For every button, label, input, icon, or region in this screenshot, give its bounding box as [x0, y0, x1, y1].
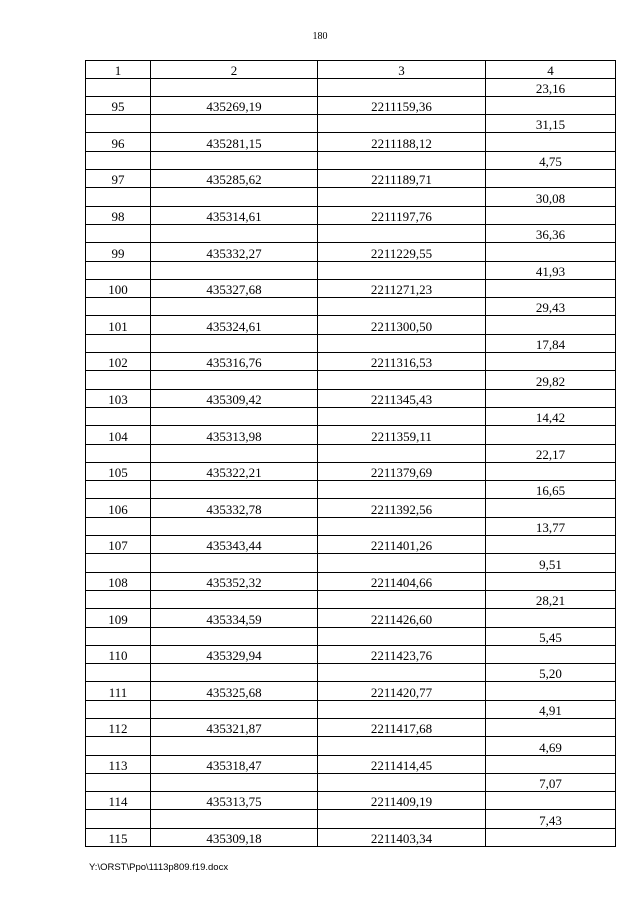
distance-row — [86, 115, 616, 133]
point-number-cell: 98 — [86, 206, 151, 224]
distance-row — [86, 737, 616, 755]
x-coordinate-cell: 435309,18 — [151, 828, 318, 846]
point-number-cell: 99 — [86, 243, 151, 261]
x-coordinate-cell: 435309,42 — [151, 389, 318, 407]
empty-cell — [486, 792, 616, 810]
distance-row — [86, 151, 616, 169]
table-row — [86, 792, 616, 810]
x-coordinate-cell: 435324,61 — [151, 316, 318, 334]
distance-cell: 16,65 — [486, 481, 616, 499]
point-number-cell: 101 — [86, 316, 151, 334]
point-number-cell: 113 — [86, 755, 151, 773]
distance-row — [86, 590, 616, 608]
distance-row — [86, 773, 616, 791]
empty-cell — [486, 353, 616, 371]
empty-cell — [486, 206, 616, 224]
table-row — [86, 462, 616, 480]
table-row — [86, 536, 616, 554]
x-coordinate-cell: 435313,98 — [151, 426, 318, 444]
distance-cell: 23,16 — [486, 78, 616, 96]
distance-cell: 29,82 — [486, 371, 616, 389]
point-number-cell: 97 — [86, 170, 151, 188]
y-coordinate-cell: 2211229,55 — [318, 243, 486, 261]
column-header-4: 4 — [486, 61, 616, 79]
point-number-cell: 104 — [86, 426, 151, 444]
y-coordinate-cell: 2211401,26 — [318, 536, 486, 554]
y-coordinate-cell: 2211379,69 — [318, 462, 486, 480]
point-number-cell: 103 — [86, 389, 151, 407]
x-coordinate-cell: 435281,15 — [151, 133, 318, 151]
table-row — [86, 133, 616, 151]
distance-cell: 9,51 — [486, 554, 616, 572]
table-row — [86, 353, 616, 371]
x-coordinate-cell: 435322,21 — [151, 462, 318, 480]
empty-cell — [486, 96, 616, 114]
empty-cell — [486, 609, 616, 627]
empty-cell — [486, 279, 616, 297]
point-number-cell: 105 — [86, 462, 151, 480]
distance-cell: 17,84 — [486, 334, 616, 352]
y-coordinate-cell: 2211188,12 — [318, 133, 486, 151]
x-coordinate-cell: 435316,76 — [151, 353, 318, 371]
x-coordinate-cell: 435313,75 — [151, 792, 318, 810]
point-number-cell: 112 — [86, 718, 151, 736]
table-row — [86, 499, 616, 517]
empty-cell — [486, 718, 616, 736]
distance-cell: 22,17 — [486, 444, 616, 462]
distance-cell: 7,43 — [486, 810, 616, 828]
table-row — [86, 279, 616, 297]
distance-cell: 5,20 — [486, 664, 616, 682]
y-coordinate-cell: 2211417,68 — [318, 718, 486, 736]
column-header-2: 2 — [151, 61, 318, 79]
x-coordinate-cell: 435352,32 — [151, 572, 318, 590]
x-coordinate-cell: 435343,44 — [151, 536, 318, 554]
distance-row — [86, 371, 616, 389]
empty-cell — [486, 170, 616, 188]
table-row — [86, 609, 616, 627]
y-coordinate-cell: 2211414,45 — [318, 755, 486, 773]
y-coordinate-cell: 2211420,77 — [318, 682, 486, 700]
point-number-cell: 108 — [86, 572, 151, 590]
table-row — [86, 682, 616, 700]
table-row — [86, 755, 616, 773]
point-number-cell: 111 — [86, 682, 151, 700]
empty-cell — [486, 828, 616, 846]
point-number-cell: 107 — [86, 536, 151, 554]
y-coordinate-cell: 2211359,11 — [318, 426, 486, 444]
table-row — [86, 718, 616, 736]
distance-row — [86, 810, 616, 828]
distance-row — [86, 334, 616, 352]
table-row — [86, 389, 616, 407]
distance-cell: 36,36 — [486, 224, 616, 242]
table-body — [86, 78, 616, 846]
distance-cell: 13,77 — [486, 517, 616, 535]
distance-row — [86, 224, 616, 242]
x-coordinate-cell: 435285,62 — [151, 170, 318, 188]
distance-row — [86, 517, 616, 535]
x-coordinate-cell: 435314,61 — [151, 206, 318, 224]
y-coordinate-cell: 2211403,34 — [318, 828, 486, 846]
distance-cell: 7,07 — [486, 773, 616, 791]
y-coordinate-cell: 2211271,23 — [318, 279, 486, 297]
point-number-cell: 109 — [86, 609, 151, 627]
empty-cell — [486, 243, 616, 261]
empty-cell — [486, 536, 616, 554]
distance-row — [86, 700, 616, 718]
y-coordinate-cell: 2211345,43 — [318, 389, 486, 407]
empty-cell — [486, 682, 616, 700]
y-coordinate-cell: 2211392,56 — [318, 499, 486, 517]
table-row — [86, 206, 616, 224]
x-coordinate-cell: 435332,78 — [151, 499, 318, 517]
distance-cell: 31,15 — [486, 115, 616, 133]
empty-cell — [486, 133, 616, 151]
empty-cell — [486, 316, 616, 334]
y-coordinate-cell: 2211197,76 — [318, 206, 486, 224]
empty-cell — [486, 426, 616, 444]
distance-row — [86, 261, 616, 279]
page-number: 180 — [312, 31, 328, 42]
empty-cell — [486, 499, 616, 517]
distance-cell: 4,75 — [486, 151, 616, 169]
coordinates-table — [85, 60, 616, 847]
distance-cell: 5,45 — [486, 627, 616, 645]
point-number-cell: 115 — [86, 828, 151, 846]
distance-row — [86, 444, 616, 462]
y-coordinate-cell: 2211316,53 — [318, 353, 486, 371]
distance-row — [86, 298, 616, 316]
table-header-row — [86, 61, 616, 79]
point-number-cell: 114 — [86, 792, 151, 810]
point-number-cell: 100 — [86, 279, 151, 297]
x-coordinate-cell: 435318,47 — [151, 755, 318, 773]
table-row — [86, 426, 616, 444]
point-number-cell: 96 — [86, 133, 151, 151]
x-coordinate-cell: 435327,68 — [151, 279, 318, 297]
file-path-footer: Y:\ORST\Ppo\1113p809.f19.docx — [89, 862, 229, 873]
x-coordinate-cell: 435325,68 — [151, 682, 318, 700]
distance-row — [86, 407, 616, 425]
distance-row — [86, 627, 616, 645]
x-coordinate-cell: 435269,19 — [151, 96, 318, 114]
y-coordinate-cell: 2211300,50 — [318, 316, 486, 334]
point-number-cell: 110 — [86, 645, 151, 663]
table-row — [86, 243, 616, 261]
empty-cell — [486, 572, 616, 590]
distance-row — [86, 481, 616, 499]
table-row — [86, 96, 616, 114]
y-coordinate-cell: 2211189,71 — [318, 170, 486, 188]
x-coordinate-cell: 435332,27 — [151, 243, 318, 261]
distance-cell: 29,43 — [486, 298, 616, 316]
table-row — [86, 316, 616, 334]
table-row — [86, 170, 616, 188]
table-row — [86, 828, 616, 846]
column-header-1: 1 — [86, 61, 151, 79]
y-coordinate-cell: 2211404,66 — [318, 572, 486, 590]
distance-cell: 14,42 — [486, 407, 616, 425]
distance-cell: 4,69 — [486, 737, 616, 755]
table-row — [86, 572, 616, 590]
distance-row — [86, 664, 616, 682]
distance-row — [86, 78, 616, 96]
y-coordinate-cell: 2211159,36 — [318, 96, 486, 114]
y-coordinate-cell: 2211426,60 — [318, 609, 486, 627]
x-coordinate-cell: 435321,87 — [151, 718, 318, 736]
distance-cell: 30,08 — [486, 188, 616, 206]
point-number-cell: 106 — [86, 499, 151, 517]
empty-cell — [486, 389, 616, 407]
distance-cell: 41,93 — [486, 261, 616, 279]
empty-cell — [486, 755, 616, 773]
x-coordinate-cell: 435329,94 — [151, 645, 318, 663]
column-header-3: 3 — [318, 61, 486, 79]
distance-cell: 4,91 — [486, 700, 616, 718]
table-row — [86, 645, 616, 663]
y-coordinate-cell: 2211423,76 — [318, 645, 486, 663]
empty-cell — [486, 645, 616, 663]
x-coordinate-cell: 435334,59 — [151, 609, 318, 627]
point-number-cell: 95 — [86, 96, 151, 114]
distance-row — [86, 554, 616, 572]
distance-cell: 28,21 — [486, 590, 616, 608]
distance-row — [86, 188, 616, 206]
y-coordinate-cell: 2211409,19 — [318, 792, 486, 810]
empty-cell — [486, 462, 616, 480]
point-number-cell: 102 — [86, 353, 151, 371]
